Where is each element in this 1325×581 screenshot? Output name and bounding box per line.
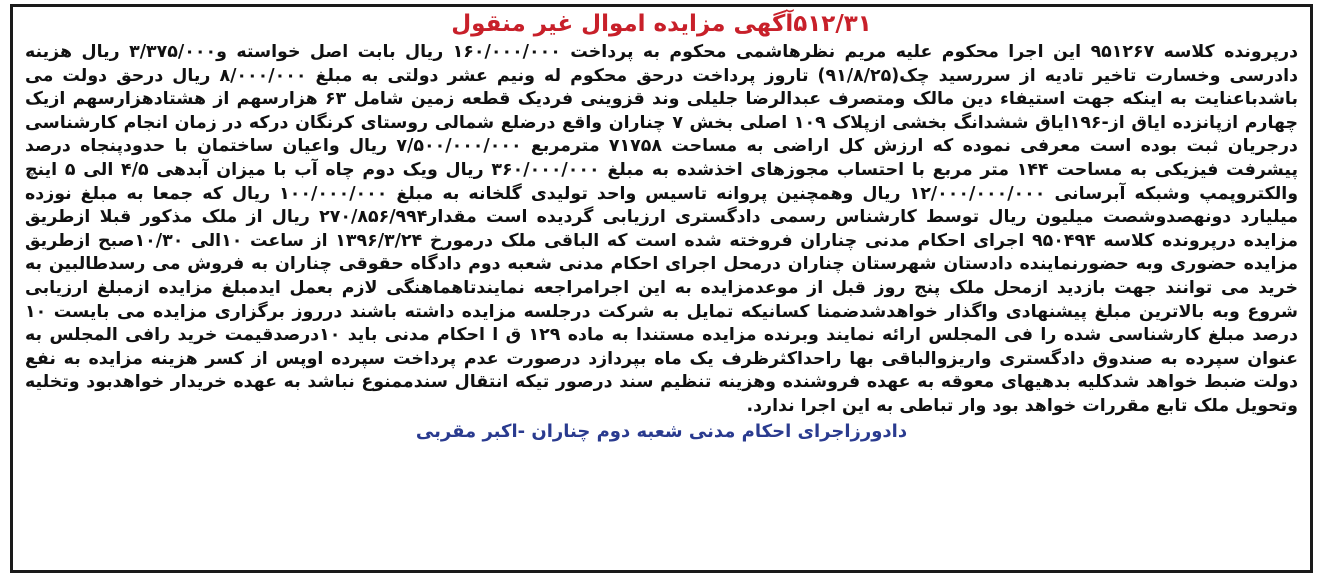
notice-frame (10, 4, 1313, 573)
notice-title: ۵۱۲/۳۱آگهی مزایده اموال غیر منقول (451, 11, 872, 37)
notice-signature: دادورزاجرای احکام مدنی شعبه دوم چناران -اکبر مقربی (415, 420, 908, 442)
notice-body: درپرونده کلاسه ۹۵۱۲۶۷ این اجرا محکوم علیه مریم نظرهاشمی محکوم به پرداخت ۱۶۰/۰۰۰/۰۰۰ ریال بابت اصل خواسته و۳/۳۷۵/۰۰۰ ریال هزینه دادرسی وخسارت تاخیر تادیه از سررسید چک(۹۱/۸/۲۵) تاروز پرداخت درحق محکوم له ونیم عشر دولتی به مبلغ ۸/۰۰۰/۰۰۰ ریال درحق دولت می باشدباعنایت به اینکه جهت استیفاء دین مالک ومتصرف عبدالرضا جلیلی وند قزوینی فردیک قطعه زمین شامل ۶۳ هزارسهم از هشتادهزارسهم ازیک چهارم ازپانزده ایاق از-۱۹۶ایاق ششدانگ بخشی ازپلاک ۱۰۹ اصلی بخش ۷ چناران واقع درضلع شمالی روستای کرنگان درکه در زمان انجام کارشناسی درجریان ثبت بوده است معرفی نموده که ارزش کل اراضی به مساحت ۷۱۷۵۸ مترمربع ۷/۵۰۰/۰۰۰/۰۰۰ ریال واعیان ساختمان با حدودپنجاه درصد پیشرفت فیزیکی به مساحت ۱۴۴ متر مربع با احتساب مجوزهای اخذشده به مبلغ ۳۶۰/۰۰۰/۰۰۰ ریال ویک دوم چاه آب با میزان آبدهی ۴/۵ الی ۵ اینچ والکتروپمپ وشبکه آبرسانی ۱۲/۰۰۰/۰۰۰/۰۰۰ ریال وهمچنین پروانه تاسیس واحد تولیدی گلخانه به مبلغ ۱۰۰/۰۰۰/۰۰۰ ریال که جمعا به مبلغ نوزده میلیارد دونهصدوشصت میلیون ریال توسط کارشناس رسمی دادگستری ارزیابی گردیده است مقدار۲۷۰/۸۵۶/۹۹۴ ریال از ملک مذکور قبلا ازطریق مزایده درپرونده کلاسه ۹۵۰۴۹۴ اجرای احکام مدنی چناران فروخته شده است که الباقی ملک درمورخ ۱۳۹۶/۳/۲۴ از ساعت ۱۰الی ۱۰/۳۰صبح ازطریق مزایده حضوری وبه حضورنماینده دادستان شهرستان چناران درمحل اجرای احکام مدنی شعبه دوم دادگاه حقوقی چناران به فروش می رسدطالبین به خرید می توانند جهت بازدید ازمحل ملک پنج روز قبل از موعدمزایده به این اجرامراجعه نمایندتاهماهنگی لازم بعمل ایدمبلغ مزایده ازمبلغ ارزیابی شروع وبه بالاترین مبلغ پیشنهادی واگذار خواهدشدضمنا کسانیکه تمایل به شرکت درجلسه مزایده داشته باشند درروز برگزاری مزایده می بایست ۱۰ درصد مبلغ کارشناسی شده را فی المجلس ارائه نمایند وبرنده مزایده مستندا به ماده ۱۲۹ ق ا احکام مدنی باید ۱۰درصدقیمت خرید رافی المجلس به عنوان سپرده به صندوق دادگستری واریزوالباقی بها راحداکثرظرف یک ماه بپردازد درصورت عدم پرداخت سپرده اوپس از کسر هزینه مزایده به نفع دولت ضبط خواهد شدکلیه بدهیهای معوقه به عهده فروشنده وهزینه تنظیم سند درصور تیکه انتقال سندممنوع نباشد به عهده خریدار خواهدبود وتخلیه وتحویل ملک تابع مقررات خواهد بود وار تباطی به این اجرا ندارد. (25, 42, 1299, 416)
